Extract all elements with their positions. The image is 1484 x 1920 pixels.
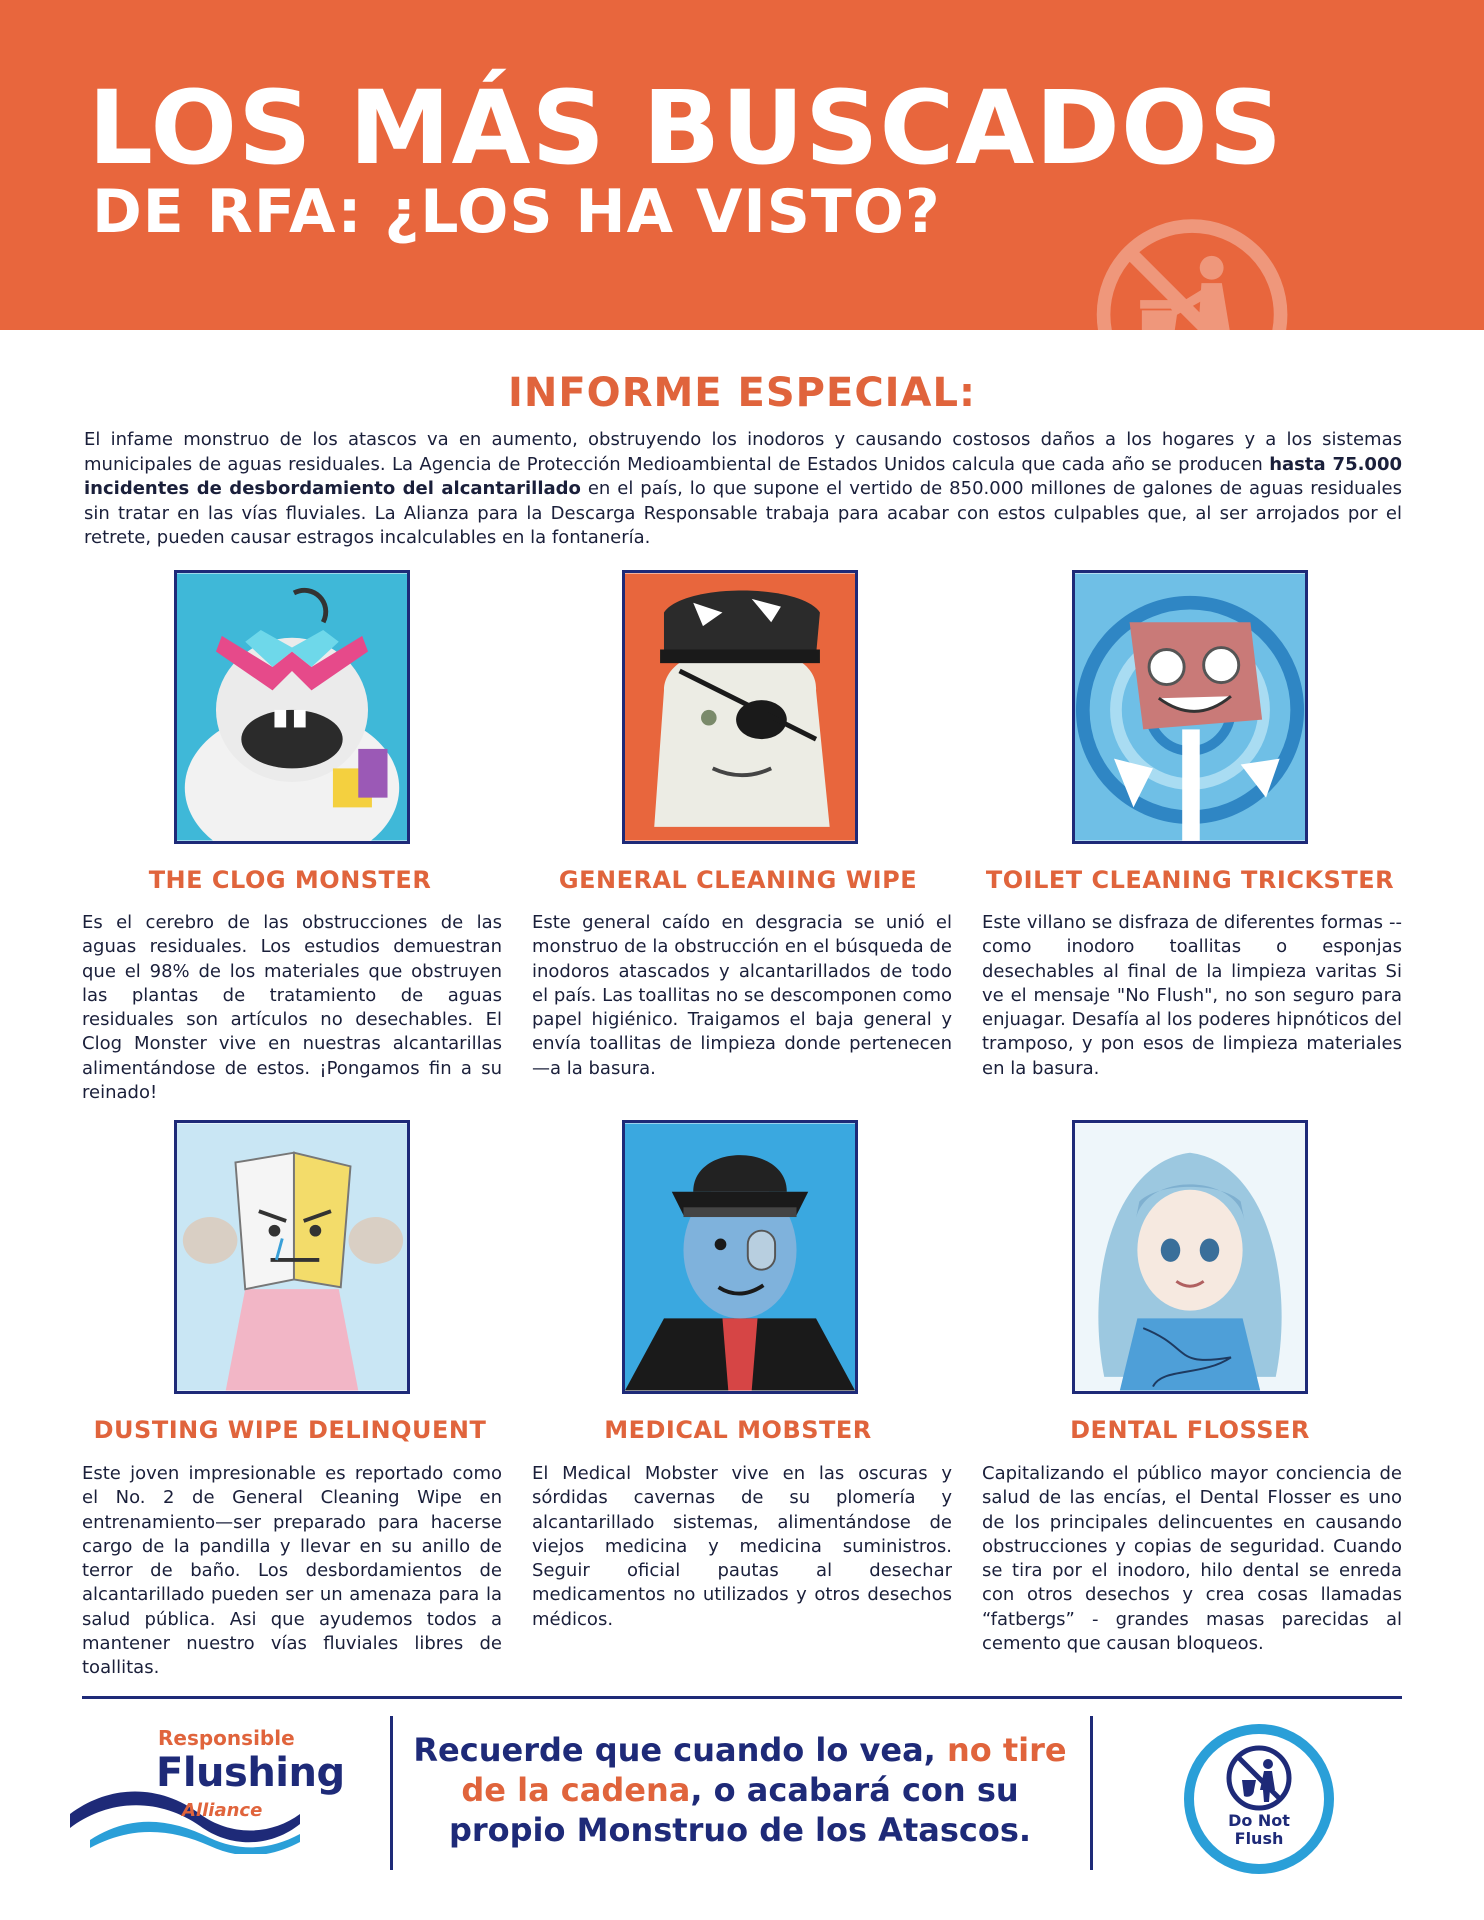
badge-text-line2: Flush (1234, 1829, 1284, 1848)
do-not-flush-icon (1075, 215, 1310, 330)
header-banner (0, 0, 1484, 330)
dental-flosser-illustration (1072, 1120, 1308, 1394)
logo-text-alliance: Alliance (182, 1800, 263, 1821)
badge-text-line1: Do Not (1228, 1811, 1290, 1830)
general-cleaning-wipe-illustration (622, 570, 858, 844)
villain-description-dusting-wipe-delinquent: Este joven impresionable es reportado como el No. 2 de General Cleaning Wipe en entrenamiento—ser preparado para hacerse cargo de la pandilla y llevar en su anillo de terror de baño. Los desbordamientos de alcantarillado pueden ser un amenaza para la salud pública. Asi que ayudemos todos a mantener nuestro vías fluviales libres de toallitas. (82, 1463, 502, 1679)
do-not-flush-label (1184, 1812, 1334, 1848)
footer-divider (82, 1696, 1402, 1699)
villain-name-dental-flosser: DENTAL FLOSSER (1070, 1416, 1310, 1444)
villain-name-general-cleaning-wipe: GENERAL CLEANING WIPE (558, 866, 918, 894)
page-title: LOS MÁS BUSCADOS (88, 69, 1284, 188)
villain-description-dental-flosser: Capitalizando el público mayor conciencia de salud de las encías, el Dental Flosser es uno de los principales delincuentes en causando obstrucciones y copias de seguridad. Cuando se tira por el inodoro, hilo dental se enreda con otros desechos y crea cosas llamadas “fatbergs” - grandes masas parecidas al cemento que causan bloqueos. (982, 1463, 1402, 1655)
footer-vertical-divider-left (390, 1716, 393, 1870)
logo-text-flushing: Flushing (156, 1750, 345, 1796)
villain-name-medical-mobster: MEDICAL MOBSTER (604, 1416, 872, 1444)
footer-vertical-divider-right (1090, 1716, 1093, 1870)
special-report-heading: INFORME ESPECIAL: (508, 370, 976, 416)
toilet-cleaning-trickster-illustration (1072, 570, 1308, 844)
intro-text-2: en el país, lo que supone el vertido de 850.000 millones de galones de aguas residuales sin tratar en las vías fluviales. La Alianza para la Descarga Responsable trabaja para acabar con estos culpables que, al ser arrojados por el retrete, pueden causar estragos incalculables en la fontanería. (84, 478, 1403, 548)
medical-mobster-illustration (622, 1120, 858, 1394)
villain-description-clog-monster: Es el cerebro de las obstrucciones de las aguas residuales. Los estudios demuestran que el 98% de los materiales que obstruyen las plantas de tratamiento de aguas residuales son artículos no desechables. El Clog Monster vive en nuestras alcantarillas alimentándose de estos. ¡Pongamos fin a su reinado! (82, 912, 502, 1104)
villain-name-clog-monster: THE CLOG MONSTER (148, 866, 432, 894)
reminder-text-1: Recuerde que cuando lo vea, (413, 1731, 947, 1769)
logo-text-responsible: Responsible (158, 1726, 295, 1750)
page-subtitle: DE RFA: ¿LOS HA VISTO? (92, 177, 941, 247)
dusting-wipe-delinquent-illustration (174, 1120, 410, 1394)
clog-monster-illustration (174, 570, 410, 844)
responsible-flushing-alliance-logo (70, 1722, 370, 1852)
villain-description-general-cleaning-wipe: Este general caído en desgracia se unió el monstruo de la obstrucción en el búsqueda de inodoros atascados y alcantarillados de todo el país. Las toallitas no se descomponen como papel higiénico. Traigamos el baja general y envía toallitas de limpieza donde pertenecen—a la basura. (532, 912, 952, 1079)
flush-reminder-message (400, 1730, 1080, 1850)
reminder-text-2: , o acabará con su propio Monstruo de los Atascos. (448, 1771, 1032, 1849)
villain-description-toilet-cleaning-trickster: Este villano se disfraza de diferentes formas -- como inodoro toallitas o esponjas desechables al final de la limpieza varitas Si ve el mensaje "No Flush", no son seguro para enjuagar. Desafía al los poderes hipnóticos del tramposo, y pon esos de limpieza materiales en la basura. (982, 912, 1402, 1079)
villain-name-toilet-cleaning-trickster: TOILET CLEANING TRICKSTER (985, 866, 1395, 894)
intro-text-1: El infame monstruo de los atascos va en aumento, obstruyendo los inodoros y causando costosos daños a los hogares y a los sistemas municipales de aguas residuales. La Agencia de Protección Medioambiental de Estados Unidos calcula que cada año se producen (84, 429, 1402, 475)
reminder-accent-text: no tire de la cadena (461, 1731, 1067, 1809)
villain-description-medical-mobster: El Medical Mobster vive en las oscuras y sórdidas cavernas de su plomería y alcantarillado sistemas, alimentándose de viejos medicina y medicina suministros. Seguir oficial pautas al desechar medicamentos no utilizados y otros desechos médicos. (532, 1463, 952, 1630)
intro-paragraph (84, 428, 1402, 551)
do-not-flush-badge-icon (1184, 1724, 1334, 1874)
intro-bold-stat: hasta 75.000 incidentes de desbordamiento del alcantarillado (84, 453, 1402, 499)
villain-name-dusting-wipe-delinquent: DUSTING WIPE DELINQUENT (93, 1416, 487, 1444)
